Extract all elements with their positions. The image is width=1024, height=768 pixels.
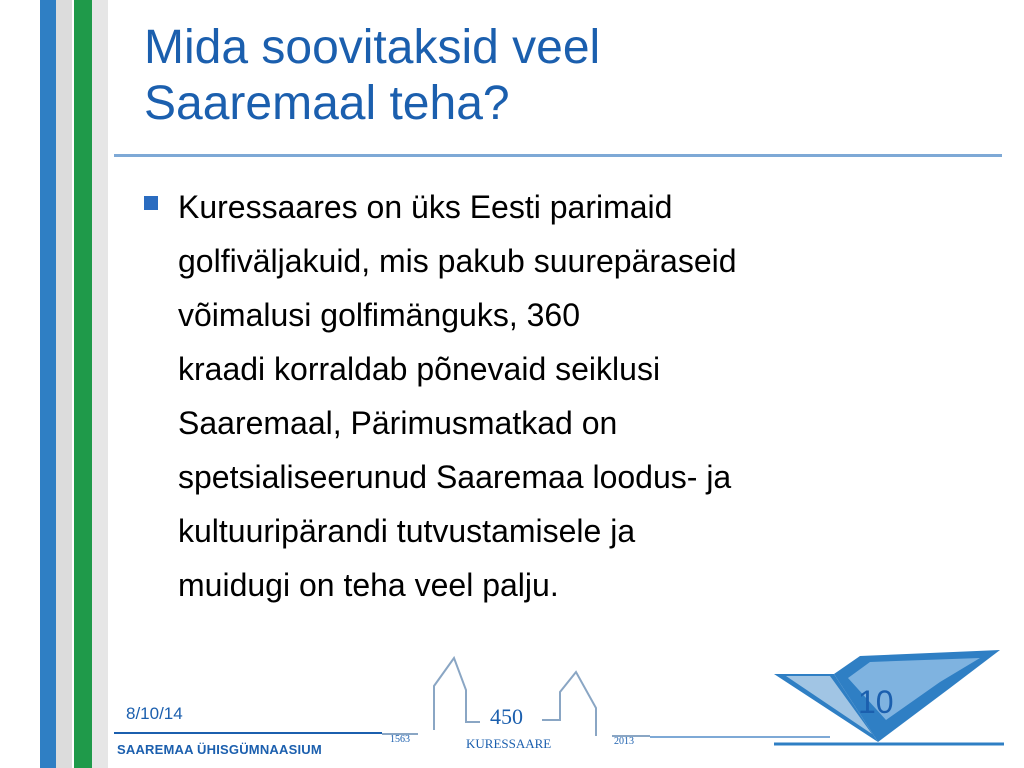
title-underline — [114, 154, 1002, 157]
left-stripe-blue — [40, 0, 56, 768]
bullet-text — [178, 180, 980, 612]
logo-number: 450 — [490, 704, 523, 729]
kuressaare-450-logo — [382, 652, 650, 764]
logo-year-start: 1563 — [390, 734, 410, 745]
castle-outline-icon — [542, 672, 596, 736]
bullet-line: Saaremaal, Pärimusmatkad on — [178, 405, 618, 441]
slide-title-line-2: Saaremaal teha? — [144, 77, 510, 130]
footer-date: 8/10/14 — [126, 704, 183, 723]
left-stripe-gray — [56, 0, 72, 768]
left-stripe-green — [74, 0, 92, 768]
footer-rule — [114, 732, 382, 734]
left-stripe-light — [92, 0, 108, 768]
bullet-line: võimalusi golfimänguks, 360 — [178, 297, 580, 333]
logo-city: KURESSAARE — [466, 736, 552, 751]
bullet-line: golfiväljakuid, mis pakub suurepäraseid — [178, 243, 737, 279]
church-tower-outline-icon — [434, 658, 480, 730]
slide-title-line-1: Mida soovitaksid veel — [144, 21, 601, 74]
square-bullet-icon — [144, 196, 158, 210]
bullet-line: kultuuripärandi tutvustamisele ja — [178, 513, 636, 549]
bullet-line: muidugi on teha veel palju. — [178, 567, 559, 603]
bullet-item — [140, 180, 980, 612]
footer-school-name: SAAREMAA ÜHISGÜMNAASIUM — [117, 742, 322, 757]
bullet-line: Kuressaares on üks Eesti parimaid — [178, 189, 673, 225]
logo-year-end: 2013 — [614, 736, 634, 747]
page-number: 10 — [858, 684, 894, 720]
bullet-line: spetsialiseerunud Saaremaa loodus- ja — [178, 459, 732, 495]
bullet-line: kraadi korraldab põnevaid seiklusi — [178, 351, 661, 387]
slide-title — [144, 20, 984, 132]
